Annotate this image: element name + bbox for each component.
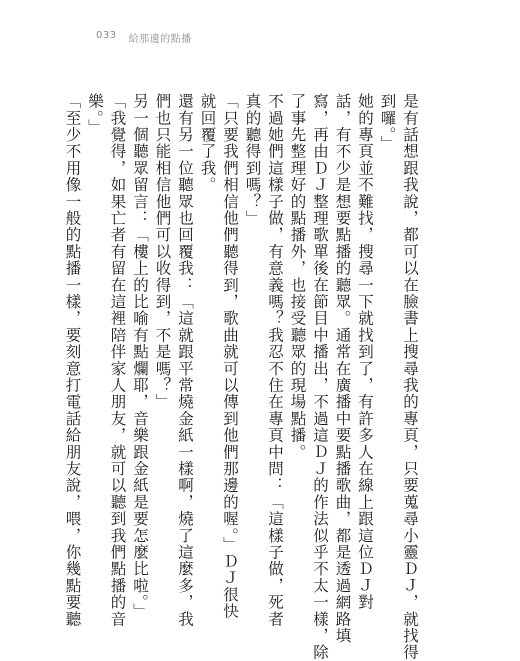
page-header bbox=[96, 30, 192, 45]
text-column: 另一個聽眾留言：「樓上的比喻有點爛耶，音樂跟金紙是要怎麼比啦。」 bbox=[131, 93, 149, 620]
page-number: 033 bbox=[96, 30, 117, 41]
text-column: 真的聽得到嗎？」 bbox=[243, 93, 262, 227]
text-column: 了事先整理好的點播外，也接受聽眾的現場點播。 bbox=[288, 93, 307, 461]
running-title: 給那邊的點播 bbox=[128, 34, 192, 45]
text-column: 到囉。」 bbox=[378, 93, 397, 153]
text-column: 們也只能相信他們可以收得到，不是嗎？」 bbox=[153, 93, 172, 411]
text-column: 她的專頁並不難找，搜尋一下就找到了，有許多人在線上跟這位ＤＪ對 bbox=[356, 93, 374, 611]
text-column: 不過她們這樣子做，有意義嗎？我忍不住在專頁中問：「這樣子做，死者 bbox=[266, 93, 284, 628]
text-column: 「只要我們相信他們聽得到，歌曲就可以傳到他們那邊的喔。」ＤＪ很快 bbox=[221, 93, 239, 620]
text-column: 樂。」 bbox=[86, 93, 104, 136]
vertical-body-text bbox=[63, 93, 421, 661]
text-column: 「我覺得，如果亡者有留在這裡陪伴家人朋友，就可以聽到我們點播的音 bbox=[108, 93, 127, 628]
text-column: 話，有不少是想要點播的聽眾。通常在廣播中要點播歌曲，都是透過網路填 bbox=[333, 93, 352, 645]
text-column: 是有話想跟我說，都可以在臉書上搜尋我的專頁，只要蒐尋小靈ＤＪ，就找得 bbox=[401, 93, 419, 661]
text-column: 還有另一位聽眾也回覆我：「這就跟平常燒金紙一樣啊，燒了這麼多，我 bbox=[176, 93, 194, 628]
text-column: 就回覆了我。 bbox=[198, 93, 217, 194]
text-column: 「至少不用像一般的點播一樣，要刻意打電話給朋友說，喂，你幾點要聽 bbox=[63, 93, 82, 628]
text-column: 寫，再由ＤＪ整理歌單後在節目中播出，不過這ＤＪ的作法似乎不太一樣，除 bbox=[311, 93, 329, 661]
